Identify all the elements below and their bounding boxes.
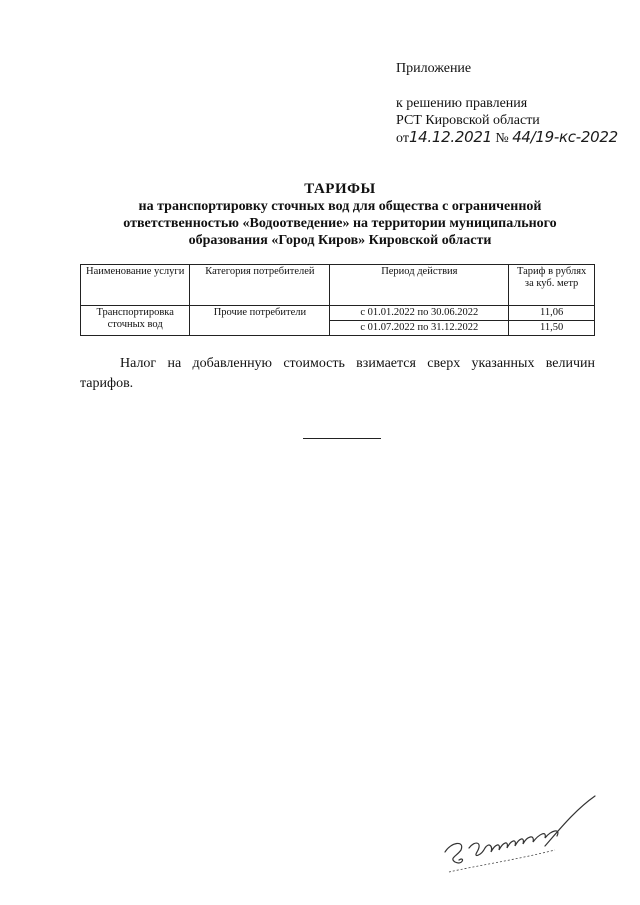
title-main: ТАРИФЫ bbox=[304, 181, 376, 197]
decision-date-line bbox=[396, 129, 618, 147]
decision-line-1: к решению правления bbox=[396, 96, 528, 111]
table-header-row bbox=[81, 265, 595, 306]
handwritten-date: 14.12.2021 bbox=[408, 128, 492, 146]
cell-tariff: 11,50 bbox=[509, 321, 595, 336]
signature-image bbox=[435, 790, 615, 880]
number-sign: № bbox=[495, 131, 509, 146]
tariff-table bbox=[80, 264, 595, 336]
cell-tariff: 11,06 bbox=[509, 306, 595, 321]
decision-line-2: РСТ Кировской области bbox=[396, 113, 540, 128]
date-prefix: от bbox=[396, 131, 409, 146]
divider-line bbox=[303, 438, 381, 439]
vat-note: Налог на добавленную стоимость взимается сверх указанных величин тарифов. bbox=[80, 356, 595, 391]
cell-category: Прочие потребители bbox=[190, 306, 330, 336]
title-line-1: на транспортировку сточных вод для общества с ограниченной bbox=[138, 199, 542, 214]
cell-period: с 01.07.2022 по 31.12.2022 bbox=[330, 321, 509, 336]
document-title bbox=[80, 180, 600, 249]
title-line-2: ответственностью «Водоотведение» на территории муниципального bbox=[123, 216, 557, 231]
appendix-label: Приложение bbox=[396, 61, 472, 76]
cell-service: Транспортировка сточных вод bbox=[81, 306, 190, 336]
header-tariff: Тариф в рублях за куб. метр bbox=[509, 265, 595, 306]
header-period: Период действия bbox=[330, 265, 509, 306]
header-category: Категория потребителей bbox=[190, 265, 330, 306]
appendix-header bbox=[396, 60, 618, 147]
table-row bbox=[81, 306, 595, 321]
title-line-3: образования «Город Киров» Кировской области bbox=[188, 233, 492, 248]
cell-period: с 01.01.2022 по 30.06.2022 bbox=[330, 306, 509, 321]
handwritten-number: 44/19-кс-2022 bbox=[512, 128, 618, 146]
header-service: Наименование услуги bbox=[81, 265, 190, 306]
